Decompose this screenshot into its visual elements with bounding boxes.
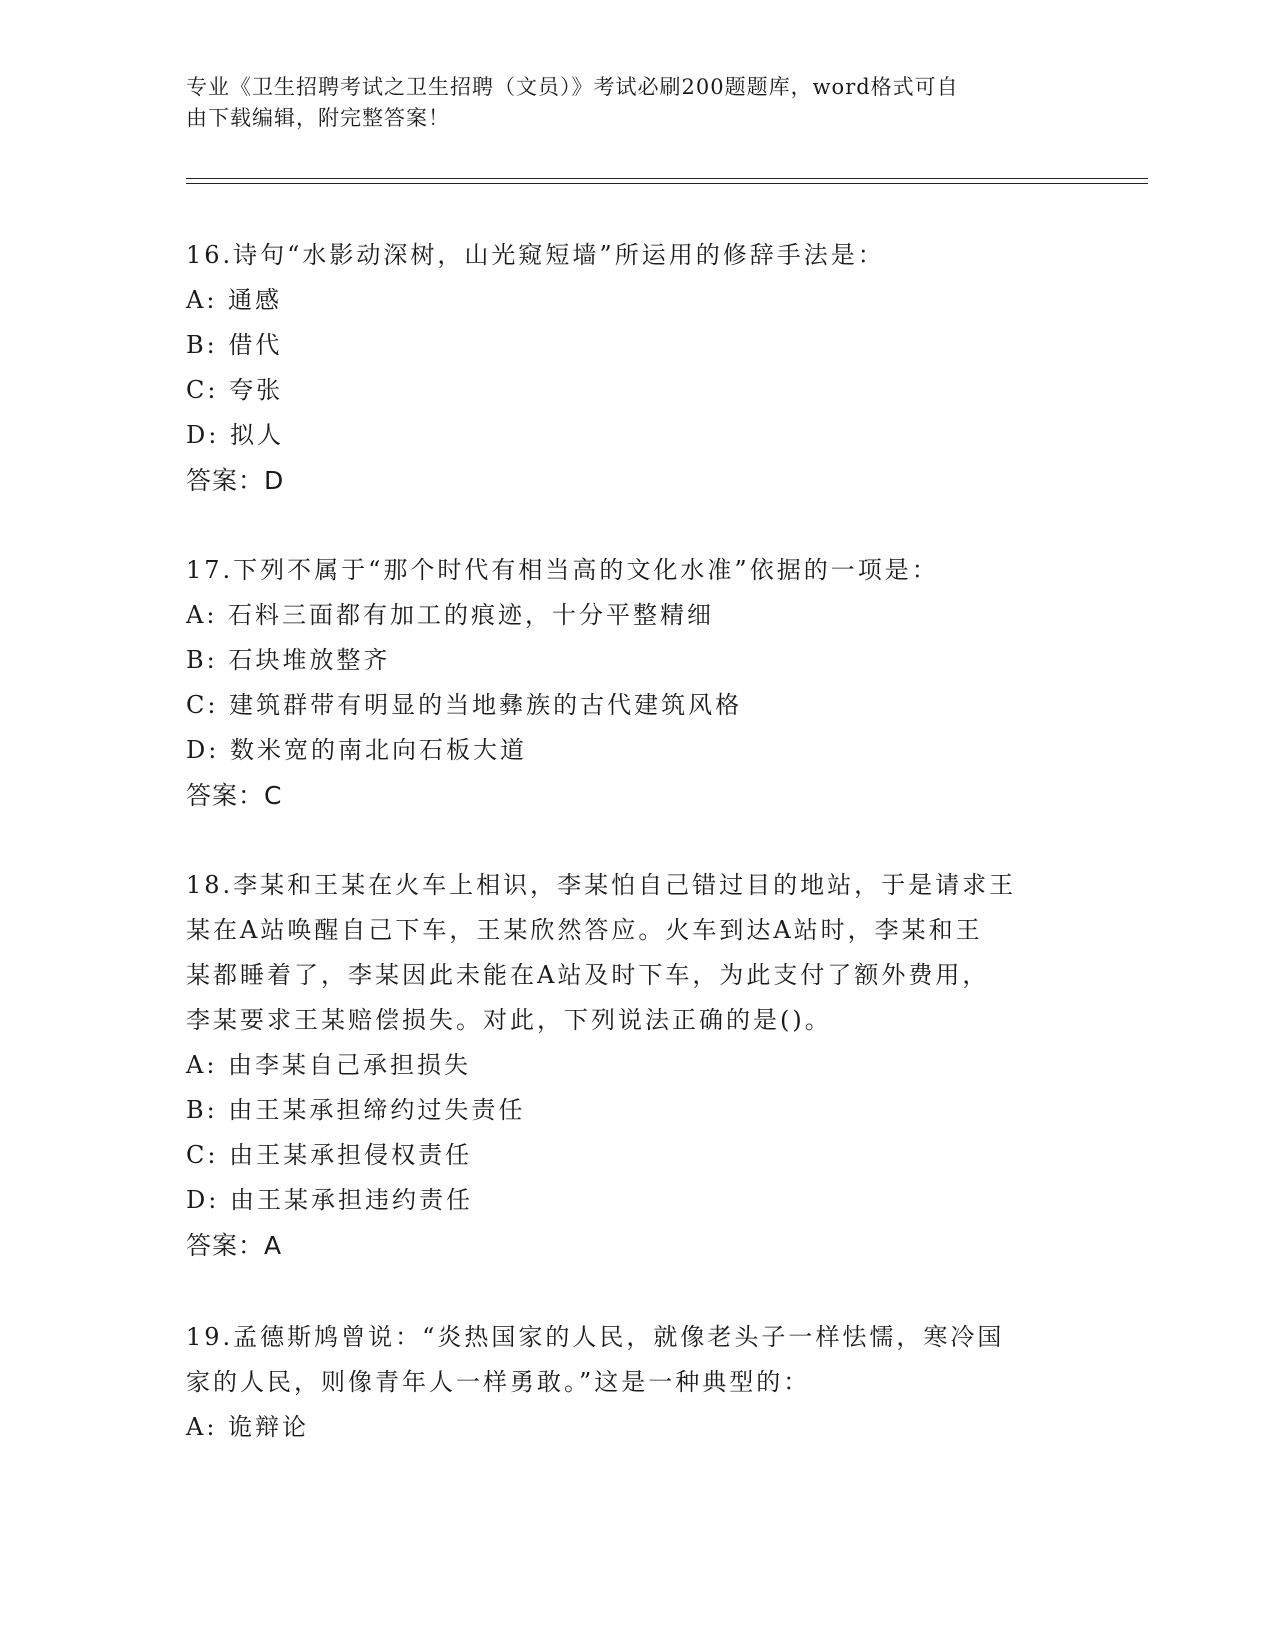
question-stem: 16.诗句“水影动深树，山光窥短墙”所运用的修辞手法是：: [186, 241, 885, 269]
header-line-1: 专业《卫生招聘考试之卫生招聘（文员）》考试必刷200题题库，word格式可自: [186, 75, 959, 99]
question-stem-line-1: 18.李某和王某在火车上相识，李某怕自己错过目的地站，于是请求王: [186, 871, 1017, 899]
question-stem-line-1: 19.孟德斯鸠曾说：“炎热国家的人民，就像老头子一样怯懦，寒冷国: [186, 1323, 1005, 1351]
question-stem-line-3: 某都睡着了，李某因此未能在A站及时下车，为此支付了额外费用，: [186, 961, 990, 989]
option-c: C: 建筑群带有明显的当地彝族的古代建筑风格: [186, 691, 743, 719]
document-header: [186, 72, 1066, 134]
option-a: A: 由李某自己承担损失: [186, 1051, 472, 1079]
question-stem: 17.下列不属于“那个时代有相当高的文化水准”依据的一项是：: [186, 556, 939, 584]
option-b: B: 石块堆放整齐: [186, 646, 391, 674]
question-stem-line-2: 家的人民，则像青年人一样勇敢。”这是一种典型的：: [186, 1368, 811, 1396]
option-d: D: 数米宽的南北向石板大道: [186, 736, 527, 764]
option-c: C: 由王某承担侵权责任: [186, 1141, 473, 1169]
question-stem-line-2: 某在A站唤醒自己下车，王某欣然答应。火车到达A站时，李某和王: [186, 916, 983, 944]
option-a: A: 诡辩论: [186, 1413, 310, 1441]
header-divider-bottom: [186, 183, 1148, 184]
question-17: [186, 548, 1066, 818]
option-d: D: 拟人: [186, 421, 284, 449]
option-b: B: 由王某承担缔约过失责任: [186, 1096, 526, 1124]
question-16: [186, 233, 1066, 503]
question-19: [186, 1315, 1066, 1450]
answer-line: 答案：C: [186, 781, 283, 810]
question-18: [186, 863, 1066, 1268]
option-b: B: 借代: [186, 331, 283, 359]
option-a: A: 通感: [186, 286, 283, 314]
header-line-2: 由下载编辑，附完整答案！: [186, 106, 450, 130]
header-divider-top: [186, 178, 1148, 179]
option-c: C: 夸张: [186, 376, 284, 404]
answer-line: 答案：D: [186, 466, 285, 495]
option-d: D: 由王某承担违约责任: [186, 1186, 473, 1214]
answer-line: 答案：A: [186, 1231, 283, 1260]
option-a: A: 石料三面都有加工的痕迹，十分平整精细: [186, 601, 715, 629]
question-stem-line-4: 李某要求王某赔偿损失。对此，下列说法正确的是()。: [186, 1006, 832, 1034]
